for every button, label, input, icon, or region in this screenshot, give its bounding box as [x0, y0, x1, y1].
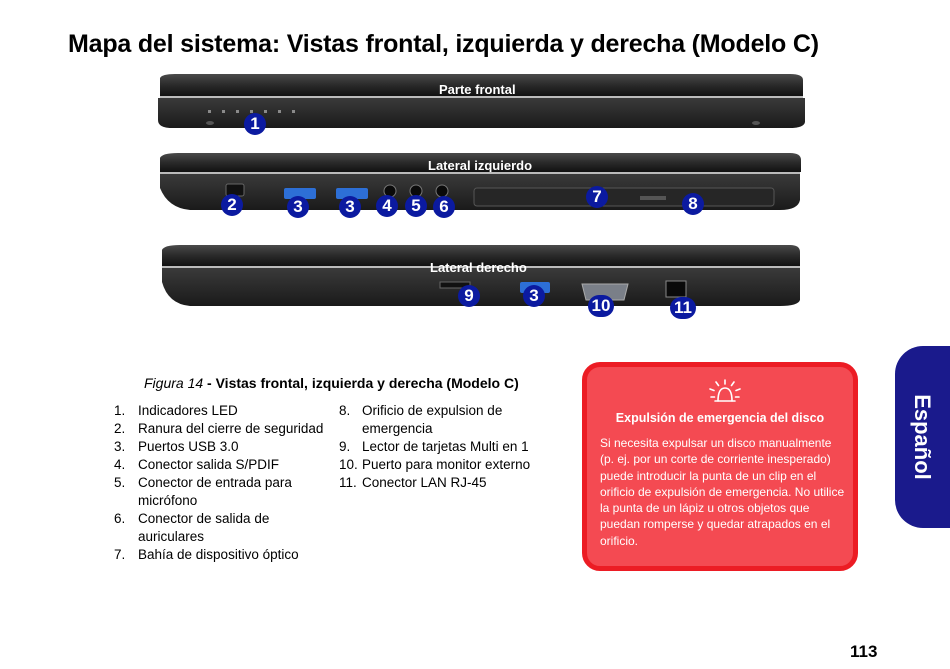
- legend-list-right: [339, 402, 549, 492]
- list-item: 3. Puertos USB 3.0: [114, 439, 239, 454]
- warning-box: [582, 362, 858, 571]
- list-item: 5. Conector de entrada para micrófono: [114, 475, 292, 508]
- list-item: 4. Conector salida S/PDIF: [114, 457, 280, 472]
- right-side-view: [162, 245, 800, 306]
- list-item: 1. Indicadores LED: [114, 403, 238, 418]
- page-number: 113: [850, 642, 878, 661]
- legend-list-left: [114, 402, 334, 564]
- language-tab-label: Español: [910, 394, 935, 480]
- callout-2: 2: [221, 194, 243, 216]
- figure-number: Figura 14: [144, 375, 204, 391]
- page-title: Mapa del sistema: Vistas frontal, izquierda y derecha (Modelo C): [68, 30, 819, 58]
- callout-3-left-a: 3: [287, 196, 309, 218]
- list-item: 7. Bahía de dispositivo óptico: [114, 547, 299, 562]
- list-item: 11. Conector LAN RJ-45: [339, 475, 487, 490]
- front-view-label: Parte frontal: [439, 82, 516, 97]
- callout-7: 7: [586, 186, 608, 208]
- language-tab: [895, 346, 950, 528]
- callout-11: 11: [670, 297, 696, 319]
- callout-9: 9: [458, 285, 480, 307]
- callout-1: 1: [244, 113, 266, 135]
- callout-4: 4: [376, 195, 398, 217]
- list-item: 2. Ranura del cierre de seguridad: [114, 421, 324, 436]
- list-item: 9. Lector de tarjetas Multi en 1: [339, 439, 529, 454]
- left-view-label: Lateral izquierdo: [428, 158, 533, 173]
- callout-3-right: 3: [523, 285, 545, 307]
- callout-6: 6: [433, 196, 455, 218]
- list-item: 10. Puerto para monitor externo: [339, 457, 531, 472]
- right-view-label: Lateral derecho: [430, 260, 527, 275]
- figure-title: - Vistas frontal, izquierda y derecha (Modelo C): [203, 375, 519, 391]
- list-item: 6. Conector de salida de auriculares: [114, 511, 270, 544]
- figure-caption: [144, 375, 519, 391]
- warning-body: Si necesita expulsar un disco manualmente (p. ej. por un corte de corriente inesperado) puede introducir la punta de un clip en el orificio de expulsión de emergencia. No utilice la punta de un lápiz u otros objetos que puedan romperse y quedar atrapados en el orificio.: [600, 436, 845, 548]
- alarm-bell-icon: [708, 379, 742, 405]
- callout-5: 5: [405, 195, 427, 217]
- callout-8: 8: [682, 193, 704, 215]
- callout-3-left-b: 3: [339, 196, 361, 218]
- callout-10: 10: [588, 295, 614, 317]
- list-item: 8. Orificio de expulsion de emergencia: [339, 403, 503, 436]
- warning-title: Expulsión de emergencia del disco: [615, 411, 825, 425]
